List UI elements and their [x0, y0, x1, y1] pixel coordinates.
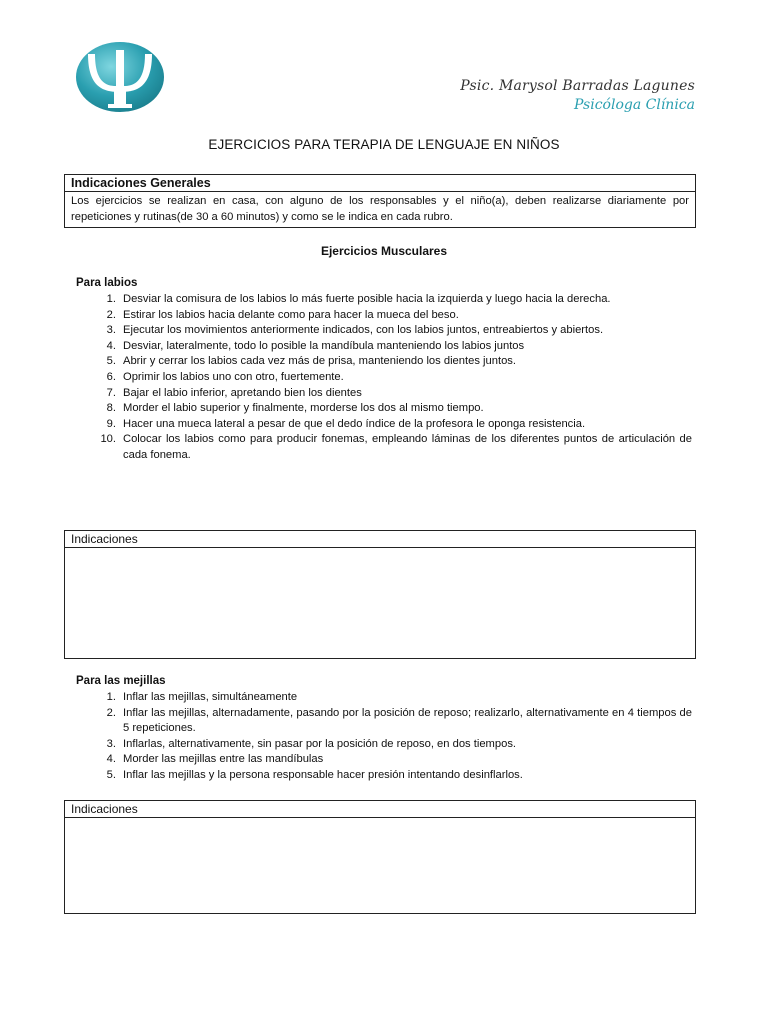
mejillas-exercise-list — [64, 690, 692, 784]
exercise-text: Morder las mejillas entre las mandíbulas — [123, 753, 324, 766]
exercise-number: 1. — [106, 691, 116, 703]
exercise-number: 8. — [106, 402, 116, 415]
exercise-number: 1. — [106, 293, 116, 305]
general-indications-text: Los ejercicios se realizan en casa, con alguno de los responsables y el niño(a), deben realizarse diariamente por repeticiones y rutinas(de 30 a 60 minutos) y como se le indica en cada rubro. — [71, 195, 689, 223]
author-role: Psicóloga Clínica — [574, 97, 695, 113]
exercise-text: Abrir y cerrar los labios cada vez más de prisa, manteniendo los dientes juntos. — [123, 355, 516, 368]
exercise-item — [64, 323, 692, 339]
general-indications-heading: Indicaciones Generales — [65, 175, 695, 192]
exercise-number: 6. — [106, 370, 116, 383]
labios-heading: Para labios — [76, 277, 138, 289]
mejillas-notes-heading: Indicaciones — [65, 801, 695, 818]
exercise-text: Colocar los labios como para producir fonemas, empleando láminas de los diferentes puntos de articulación de cada fonema. — [123, 433, 692, 461]
section-subtitle: Ejercicios Musculares — [320, 244, 448, 258]
exercise-text: Oprimir los labios uno con otro, fuertemente. — [123, 370, 344, 383]
exercise-item — [64, 386, 692, 402]
exercise-text: Desviar, lateralmente, todo lo posible la mandíbula manteniendo los labios juntos — [123, 339, 525, 352]
exercise-number: 4. — [106, 753, 116, 766]
exercise-text: Ejecutar los movimientos anteriormente indicados, con los labios juntos, entreabiertos y abiertos. — [123, 324, 604, 337]
labios-notes-box[interactable] — [64, 530, 696, 659]
exercise-item — [64, 401, 692, 417]
exercise-item — [64, 354, 692, 370]
exercise-text: Inflar las mejillas, simultáneamente — [123, 691, 298, 703]
author-signature — [460, 78, 695, 113]
exercise-item — [64, 768, 692, 784]
exercise-number: 7. — [106, 386, 116, 399]
exercise-item — [64, 339, 692, 355]
exercise-number: 3. — [106, 737, 116, 750]
exercise-item — [64, 706, 692, 737]
psi-logo-icon — [74, 40, 166, 114]
exercise-item — [64, 737, 692, 753]
exercise-number: 5. — [106, 355, 116, 368]
exercise-text: Hacer una mueca lateral a pesar de que el dedo índice de la profesora le oponga resistencia. — [123, 417, 586, 430]
exercise-number: 2. — [106, 308, 116, 321]
exercise-text: Inflar las mejillas y la persona responsable hacer presión intentando desinflarlos. — [123, 768, 523, 781]
exercise-text: Bajar el labio inferior, apretando bien los dientes — [123, 386, 362, 399]
exercise-item — [64, 417, 692, 433]
exercise-text: Estirar los labios hacia delante como para hacer la mueca del beso. — [123, 308, 459, 321]
author-name: Psic. Marysol Barradas Lagunes — [460, 78, 695, 94]
exercise-number: 4. — [106, 339, 116, 352]
labios-notes-heading: Indicaciones — [65, 531, 695, 548]
exercise-number: 10. — [100, 433, 116, 446]
exercise-item — [64, 308, 692, 324]
exercise-text: Inflar las mejillas, alternadamente, pasando por la posición de reposo; realizarlo, alternativamente en 4 tiempos de 5 repeticiones. — [123, 706, 692, 735]
page-title: EJERCICIOS PARA TERAPIA DE LENGUAJE EN NIÑOS — [208, 137, 560, 152]
exercise-item — [64, 432, 692, 463]
exercise-item — [64, 752, 692, 768]
exercise-number: 9. — [106, 417, 116, 430]
exercise-item — [64, 690, 692, 706]
exercise-number: 5. — [106, 768, 116, 781]
exercise-number: 3. — [106, 324, 116, 337]
exercise-item — [64, 292, 692, 308]
labios-exercise-list — [64, 292, 692, 464]
exercise-text: Inflarlas, alternativamente, sin pasar por la posición de reposo, en dos tiempos. — [123, 737, 517, 750]
mejillas-notes-box[interactable] — [64, 800, 696, 914]
exercise-number: 2. — [106, 706, 116, 719]
mejillas-heading: Para las mejillas — [76, 675, 166, 687]
exercise-text: Desviar la comisura de los labios lo más fuerte posible hacia la izquierda y luego hacia la derecha. — [123, 293, 611, 305]
exercise-text: Morder el labio superior y finalmente, morderse los dos al mismo tiempo. — [123, 402, 484, 415]
general-indications-box — [64, 174, 696, 228]
exercise-item — [64, 370, 692, 386]
